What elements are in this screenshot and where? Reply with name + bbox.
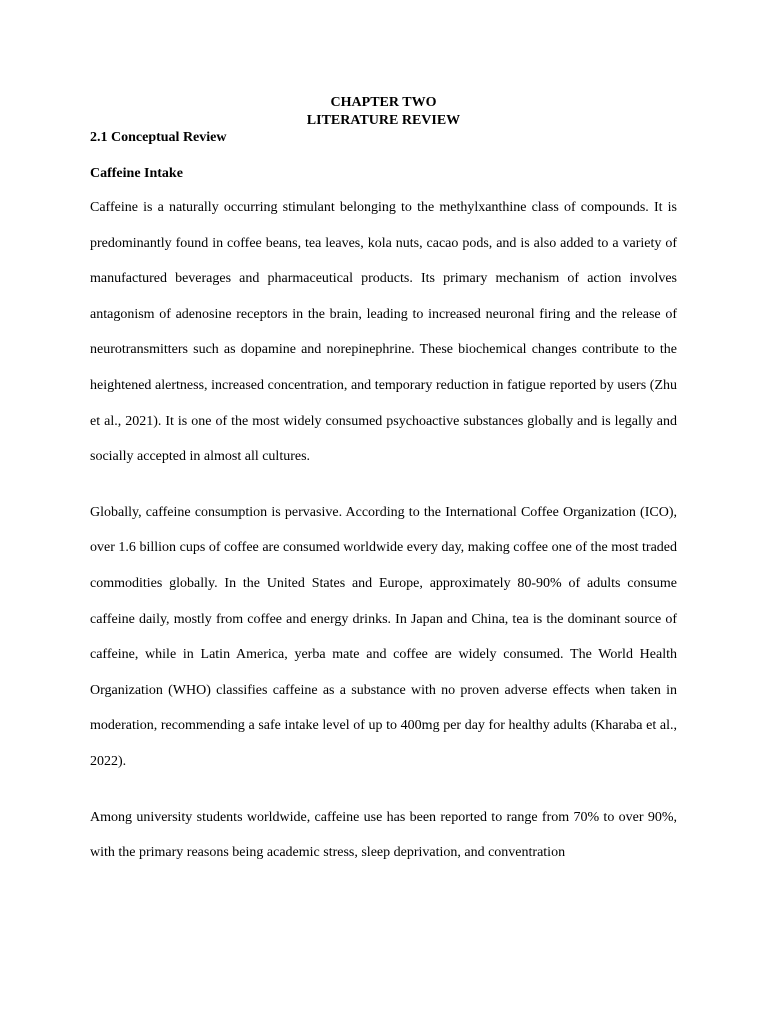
paragraph-university-students: Among university students worldwide, caffeine use has been reported to range from 70% to over 90%, with the primary reasons being academic stress, sleep deprivation, and conventration (90, 809, 677, 861)
paragraph-global-consumption: Globally, caffeine consumption is pervasive. According to the International Coffee Organization (ICO), over 1.6 billion cups of coffee are consumed worldwide every day, making coffee one of the most traded commodities globally. In the United States and Europe, approximately 80-90% of adults consume caffeine daily, mostly from coffee and energy drinks. In Japan and China, tea is the dominant source of caffeine, while in Latin America, yerba mate and coffee are widely consumed. The World Health Organization (WHO) classifies caffeine as a substance with no proven adverse effects when taken in moderation, recommending a safe intake level of up to 400mg per day for healthy adults (Kharaba et al., 2022). (90, 504, 677, 769)
subsection-heading: Caffeine Intake (90, 166, 183, 181)
paragraph-caffeine-definition: Caffeine is a naturally occurring stimulant belonging to the methylxanthine class of compounds. It is predominantly found in coffee beans, tea leaves, kola nuts, cacao pods, and is also added to a variety of manufactured beverages and pharmaceutical products. Its primary mechanism of action involves antagonism of adenosine receptors in the brain, leading to increased neuronal firing and the release of neurotransmitters such as dopamine and norepinephrine. These biochemical changes contribute to the heightened alertness, increased concentration, and temporary reduction in fatigue reported by users (Zhu et al., 2021). It is one of the most widely consumed psychoactive substances globally and is legally and socially accepted in almost all cultures. (90, 200, 677, 465)
page-content (90, 94, 677, 871)
section-heading: 2.1 Conceptual Review (90, 130, 227, 145)
chapter-heading (90, 94, 677, 129)
chapter-number: CHAPTER TWO (330, 95, 437, 110)
chapter-title: LITERATURE REVIEW (306, 112, 461, 128)
